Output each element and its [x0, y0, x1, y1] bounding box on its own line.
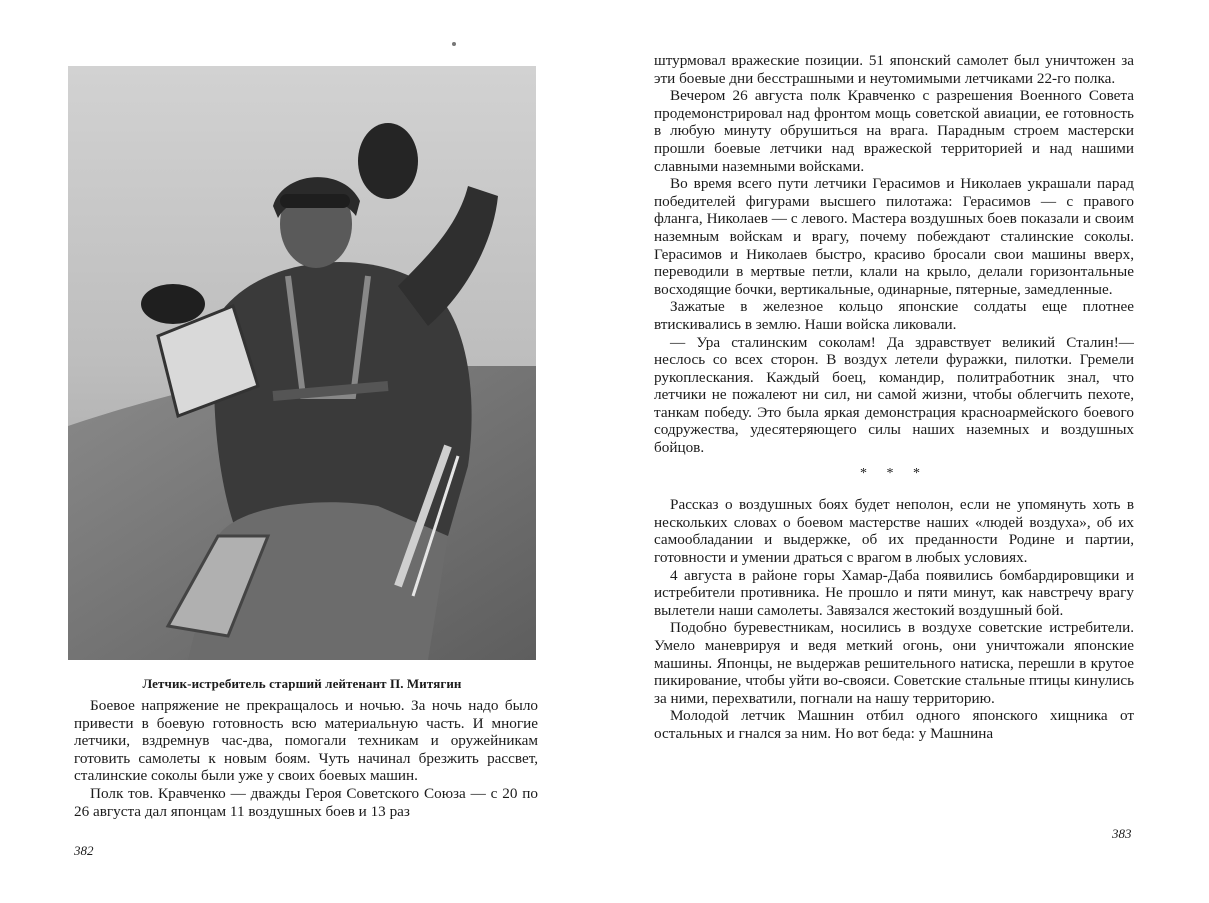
paragraph: Рассказ о воздушных боях будет неполон, если не упомянуть хоть в нескольких словах о боевом мастерстве наших «людей воздуха», об их самообладании и выдержке, об их преданности Родине и партии, готовности и умении драться с врагом в любых условиях.	[654, 496, 1134, 567]
paragraph: Подобно буревестникам, носились в воздухе советские истребители. Умело маневрируя и ведя меткий огонь, они уничтожали японские машины. Японцы, не выдержав решительного натиска, перешли в крутое пикирование, чтобы уйти во-свояси. Советские стальные птицы кинулись за ними, перехватили, погнали на нашу территорию.	[654, 619, 1134, 707]
paragraph: 4 августа в районе горы Хамар-Даба появились бомбардировщики и истребители противника. Не прошло и пяти минут, как навстречу врагу вылетели наши самолеты. Завязался жестокий воздушный бой.	[654, 566, 1134, 619]
left-page	[0, 0, 604, 903]
print-speck	[452, 42, 456, 46]
paragraph: Во время всего пути летчики Герасимов и Николаев украшали парад победителей фигурами высшего пилотажа: Герасимов — с правого фланга, Николаев — с левого. Мастера воздушных боев показали и своим наземным войскам и врагу, почему побеждают сталинские соколы. Герасимов и Николаев быстро, красиво бросали свои машины вверх, переводили в мертвые петли, клали на крыло, делали горизонтальные восходящие бочки, вертикальные, одинарные, пятерные, замедленные.	[654, 175, 1134, 298]
pilot-photo	[68, 66, 536, 660]
section-separator: * * *	[860, 465, 928, 481]
page-number-left: 382	[74, 843, 94, 858]
paragraph: Полк тов. Кравченко — дважды Героя Советского Союза — с 20 по 26 августа дал японцам 11 воздушных боев и 13 раз	[74, 784, 538, 820]
right-body-text	[654, 52, 1134, 743]
paragraph: Вечером 26 августа полк Кравченко с разрешения Военного Совета продемонстрировал над фронтом мощь советской авиации, ее готовность в любую минуту обрушиться на врага. Парадным строем мастерски прошли боевые летчики над вражеской территорией и над нашими славными наземными войсками.	[654, 87, 1134, 175]
right-page	[604, 0, 1209, 903]
paragraph: Зажатые в железное кольцо японские солдаты еще плотнее втискивались в землю. Наши войска ликовали.	[654, 298, 1134, 333]
paragraph: — Ура сталинским соколам! Да здравствует великий Сталин!— неслось со всех сторон. В воздух летели фуражки, пилотки. Гремели рукоплескания. Каждый боец, командир, политработник знал, что летчики не пожалеют ни сил, ни самой жизни, чтобы облегчить пехоте, танкам победу. Это была яркая демонстрация красноармейского боевого содружества, удесятеряющего силы наших наземных и воздушных бойцов.	[654, 333, 1134, 457]
paragraph: Боевое напряжение не прекращалось и ночью. За ночь надо было привести в боевую готовность всю материальную часть. И многие летчики, вздремнув час-два, помогали техникам и оружейникам готовить самолеты к новым боям. Чуть начинал брезжить рассвет, сталинские соколы были уже у своих боевых машин.	[74, 697, 538, 785]
page-number-right: 383	[1112, 826, 1132, 841]
left-body-text	[74, 697, 538, 820]
paragraph: Молодой летчик Машнин отбил одного японского хищника от остальных и гнался за ним. Но вот беда: у Машнина	[654, 707, 1134, 742]
photo-caption: Летчик-истребитель старший лейтенант П. Митягин	[142, 676, 462, 691]
paragraph: штурмовал вражеские позиции. 51 японский самолет был уничтожен за эти боевые дни бесстрашными и неутомимыми летчиками 22-го полка.	[654, 52, 1134, 87]
